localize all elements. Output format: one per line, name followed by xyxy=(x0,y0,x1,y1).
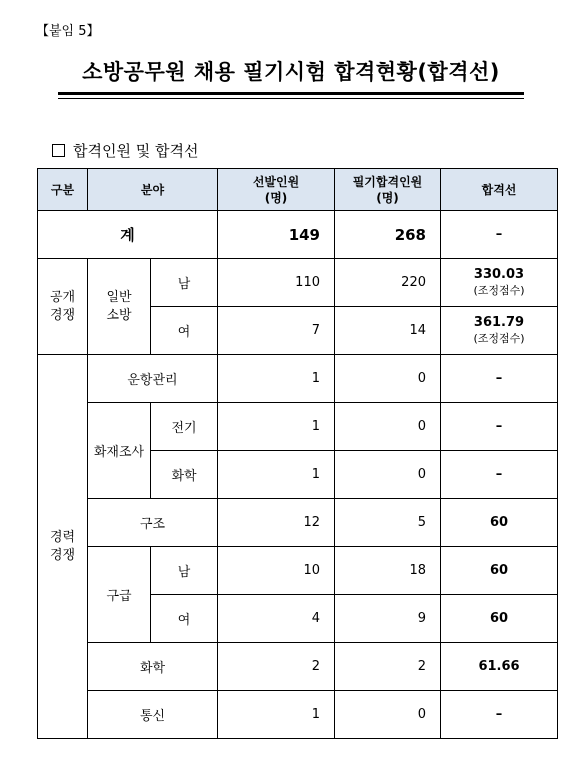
career-category-line2: 경쟁 xyxy=(49,547,76,563)
operation-label: 운항관리 xyxy=(88,355,218,403)
emergency-female-pass: 9 xyxy=(335,595,441,643)
emergency-group: 구급 xyxy=(88,547,151,643)
public-sub-male: 남 xyxy=(151,259,218,307)
attachment-label: 【붙임 5】 xyxy=(36,24,100,39)
public-category-line2: 경쟁 xyxy=(49,307,76,323)
chemical-pass: 0 xyxy=(335,451,441,499)
public-male-pass: 220 xyxy=(335,259,441,307)
operation-pass: 0 xyxy=(335,355,441,403)
table-row xyxy=(38,355,558,403)
header-pass-label: 필기합격인원 xyxy=(352,174,423,189)
table-header-row xyxy=(38,169,558,211)
table-row xyxy=(38,691,558,739)
chemistry-label: 화학 xyxy=(88,643,218,691)
total-pass: 268 xyxy=(335,211,441,259)
header-selection-label: 선발인원 xyxy=(252,174,300,189)
emergency-female-cutoff: 60 xyxy=(441,595,558,643)
header-category: 구분 xyxy=(38,169,88,211)
electric-selection: 1 xyxy=(218,403,335,451)
operation-selection: 1 xyxy=(218,355,335,403)
checkbox-square-icon xyxy=(52,144,65,157)
header-pass xyxy=(335,169,441,211)
general-fire-group xyxy=(88,259,151,355)
emergency-male-pass: 18 xyxy=(335,547,441,595)
rescue-label: 구조 xyxy=(88,499,218,547)
table-row xyxy=(38,643,558,691)
header-selection-unit: (명) xyxy=(264,190,288,205)
fire-investigation-sub-electric: 전기 xyxy=(151,403,218,451)
emergency-male-cutoff: 60 xyxy=(441,547,558,595)
communication-pass: 0 xyxy=(335,691,441,739)
header-pass-unit: (명) xyxy=(376,190,399,205)
chemical-selection: 1 xyxy=(218,451,335,499)
header-selection xyxy=(218,169,335,211)
public-male-selection: 110 xyxy=(218,259,335,307)
title-rule-thin xyxy=(58,98,524,99)
public-male-cutoff xyxy=(441,259,558,307)
rescue-pass: 5 xyxy=(335,499,441,547)
public-female-cutoff-note: (조정점수) xyxy=(473,332,525,345)
emergency-sub-female: 여 xyxy=(151,595,218,643)
table-row xyxy=(38,259,558,307)
public-female-selection: 7 xyxy=(218,307,335,355)
career-category-line1: 경력 xyxy=(49,529,76,545)
communication-label: 통신 xyxy=(88,691,218,739)
section-heading-text: 합격인원 및 합격선 xyxy=(73,142,199,160)
public-female-cutoff-value: 361.79 xyxy=(473,315,525,330)
communication-selection: 1 xyxy=(218,691,335,739)
header-field: 분야 xyxy=(88,169,218,211)
operation-cutoff: – xyxy=(441,355,558,403)
section-heading xyxy=(52,140,198,161)
total-selection: 149 xyxy=(218,211,335,259)
rescue-selection: 12 xyxy=(218,499,335,547)
chemical-cutoff: – xyxy=(441,451,558,499)
table-row xyxy=(38,499,558,547)
emergency-male-selection: 10 xyxy=(218,547,335,595)
fire-investigation-sub-chemical: 화학 xyxy=(151,451,218,499)
title-rule-thick xyxy=(58,92,524,95)
header-cutoff: 합격선 xyxy=(441,169,558,211)
general-fire-group-line1: 일반 xyxy=(106,289,132,305)
public-category xyxy=(38,259,88,355)
total-row xyxy=(38,211,558,259)
electric-cutoff: – xyxy=(441,403,558,451)
public-sub-female: 여 xyxy=(151,307,218,355)
emergency-sub-male: 남 xyxy=(151,547,218,595)
chemistry-selection: 2 xyxy=(218,643,335,691)
public-female-cutoff xyxy=(441,307,558,355)
public-category-line1: 공개 xyxy=(49,289,76,305)
page-title: 소방공무원 채용 필기시험 합격현황(합격선) xyxy=(82,60,500,84)
chemistry-cutoff: 61.66 xyxy=(441,643,558,691)
career-category xyxy=(38,355,88,739)
public-female-pass: 14 xyxy=(335,307,441,355)
public-male-cutoff-value: 330.03 xyxy=(473,267,525,282)
table-row xyxy=(38,547,558,595)
pass-result-table xyxy=(37,168,558,739)
public-male-cutoff-note: (조정점수) xyxy=(473,284,525,297)
communication-cutoff: – xyxy=(441,691,558,739)
table-row xyxy=(38,403,558,451)
fire-investigation-group: 화재조사 xyxy=(88,403,151,499)
total-label: 계 xyxy=(38,211,218,259)
general-fire-group-line2: 소방 xyxy=(106,307,132,323)
rescue-cutoff: 60 xyxy=(441,499,558,547)
emergency-female-selection: 4 xyxy=(218,595,335,643)
chemistry-pass: 2 xyxy=(335,643,441,691)
electric-pass: 0 xyxy=(335,403,441,451)
total-cutoff: – xyxy=(441,211,558,259)
